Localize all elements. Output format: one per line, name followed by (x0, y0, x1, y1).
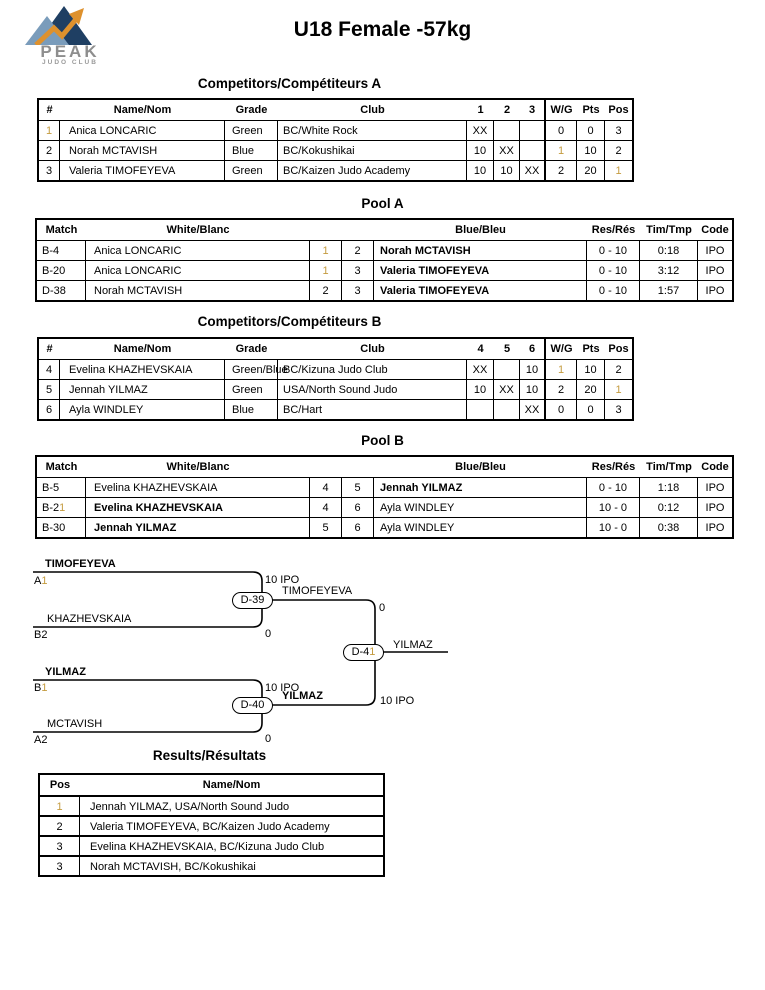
cell-num: 1 (39, 120, 60, 140)
cell-m2 (494, 399, 520, 419)
cell-match: B-30 (37, 517, 86, 537)
competitors-a-table (37, 98, 634, 182)
bracket-competitor-name: MCTAVISH (47, 718, 103, 730)
bracket-match-node: D-40 (232, 697, 273, 714)
cell-res: 10 - 0 (587, 497, 640, 517)
cell-white-num: 4 (310, 497, 342, 517)
cell-m3 (520, 140, 544, 160)
cell-name: Valeria TIMOFEYEVA (60, 160, 225, 180)
cell-name: Evelina KHAZHEVSKAIA, BC/Kizuna Judo Club (80, 835, 383, 855)
cell-wg: 1 (544, 140, 577, 160)
col-m1: 1 (477, 104, 484, 116)
cell-pos: 1 (605, 379, 632, 399)
cell-m2: XX (494, 379, 520, 399)
cell-num: 4 (39, 359, 60, 379)
cell-grade: Blue (225, 399, 278, 419)
col-wg: W/G (544, 339, 577, 359)
cell-code: IPO (698, 280, 732, 300)
results-heading: Results/Résultats (152, 748, 267, 763)
cell-m2: XX (494, 140, 520, 160)
cell-m2 (494, 359, 520, 379)
col-name: Name/Nom (113, 104, 172, 116)
cell-name: Norah MCTAVISH, BC/Kokushikai (80, 855, 383, 875)
cell-m3: 10 (520, 359, 544, 379)
cell-wg: 2 (544, 160, 577, 180)
cell-club: BC/Hart (278, 399, 467, 419)
cell-name: Norah MCTAVISH (60, 140, 225, 160)
col-res: Res/Rés (591, 461, 636, 473)
cell-blue-num: 3 (342, 280, 374, 300)
cell-club: BC/White Rock (278, 120, 467, 140)
col-grade: Grade (235, 343, 268, 355)
cell-pts: 0 (577, 399, 605, 419)
col-white-num (310, 457, 342, 477)
col-res: Res/Rés (591, 224, 636, 236)
col-white: White/Blanc (166, 224, 230, 236)
col-match: Match (45, 224, 78, 236)
col-name: Name/Nom (202, 779, 261, 791)
col-pos: Pos (49, 779, 71, 791)
cell-match: B-20 (37, 260, 86, 280)
col-pos: Pos (608, 343, 629, 355)
pool-b-table (35, 455, 734, 539)
pool-a-heading: Pool A (361, 196, 404, 211)
col-m3: 6 (528, 343, 536, 355)
cell-num: 5 (39, 379, 60, 399)
cell-pts: 10 (577, 140, 605, 160)
cell-white-num: 5 (310, 517, 342, 537)
cell-wg: 0 (544, 399, 577, 419)
col-name: Name/Nom (113, 343, 172, 355)
cell-pos: 2 (605, 359, 632, 379)
col-blue: Blue/Bleu (455, 461, 506, 473)
cell-code: IPO (698, 240, 732, 260)
col-m2: 2 (503, 104, 511, 116)
cell-tim: 0:18 (640, 240, 698, 260)
cell-pos: 3 (605, 399, 632, 419)
bracket-seed: B2 (34, 629, 48, 641)
cell-pts: 20 (577, 160, 605, 180)
cell-white: Evelina KHAZHEVSKAIA (86, 477, 310, 497)
bracket-match-node: D-41 (343, 644, 384, 661)
cell-pos: 3 (40, 855, 80, 875)
cell-blue-num: 2 (342, 240, 374, 260)
pool-b-heading: Pool B (361, 433, 404, 448)
cell-name: Evelina KHAZHEVSKAIA (60, 359, 225, 379)
cell-name: Valeria TIMOFEYEVA, BC/Kaizen Judo Academy (80, 815, 383, 835)
col-num: # (46, 104, 53, 116)
cell-name: Ayla WINDLEY (60, 399, 225, 419)
cell-res: 0 - 10 (587, 477, 640, 497)
col-blue-num (342, 220, 374, 240)
col-wg: W/G (544, 100, 577, 120)
bracket-score: 0 (379, 602, 386, 614)
cell-white: Evelina KHAZHEVSKAIA (86, 497, 310, 517)
cell-club: BC/Kizuna Judo Club (278, 359, 467, 379)
col-num: # (46, 343, 53, 355)
cell-m1: 10 (467, 160, 494, 180)
cell-wg: 1 (544, 359, 577, 379)
col-blue-num (342, 457, 374, 477)
col-blue: Blue/Bleu (455, 224, 506, 236)
cell-white: Jennah YILMAZ (86, 517, 310, 537)
cell-m1: 10 (467, 379, 494, 399)
bracket-competitor-name: KHAZHEVSKAIA (47, 613, 132, 625)
cell-code: IPO (698, 477, 732, 497)
col-white-num (310, 220, 342, 240)
cell-wg: 2 (544, 379, 577, 399)
bracket-score: 10 IPO (265, 574, 300, 586)
cell-pts: 20 (577, 379, 605, 399)
col-tim: Tim/Tmp (646, 224, 692, 236)
cell-res: 0 - 10 (587, 260, 640, 280)
bracket-score: 10 IPO (380, 695, 415, 707)
col-m2: 5 (503, 343, 511, 355)
cell-white: Anica LONCARIC (86, 240, 310, 260)
cell-white: Norah MCTAVISH (86, 280, 310, 300)
cell-match: B-4 (37, 240, 86, 260)
cell-pts: 0 (577, 120, 605, 140)
cell-m2 (494, 120, 520, 140)
cell-blue-num: 6 (342, 517, 374, 537)
bracket-score: 0 (265, 628, 272, 640)
cell-blue-num: 5 (342, 477, 374, 497)
cell-pos: 3 (605, 120, 632, 140)
competitors-a-heading: Competitors/Compétiteurs A (197, 76, 382, 91)
cell-blue-num: 6 (342, 497, 374, 517)
cell-grade: Green (225, 379, 278, 399)
cell-club: BC/Kokushikai (278, 140, 467, 160)
cell-grade: Blue (225, 140, 278, 160)
cell-pos: 2 (605, 140, 632, 160)
col-grade: Grade (235, 104, 268, 116)
col-code: Code (701, 461, 729, 473)
logo-subtitle-text: JUDO CLUB (42, 59, 98, 66)
bracket-seed: A2 (34, 734, 48, 746)
results-table (38, 773, 385, 877)
cell-pos: 1 (605, 160, 632, 180)
cell-tim: 1:18 (640, 477, 698, 497)
cell-white-num: 1 (310, 260, 342, 280)
cell-name: Anica LONCARIC (60, 120, 225, 140)
cell-blue: Valeria TIMOFEYEVA (374, 280, 587, 300)
cell-blue: Norah MCTAVISH (374, 240, 587, 260)
cell-white-num: 4 (310, 477, 342, 497)
bracket-match-node: D-39 (232, 592, 273, 609)
cell-m1: 10 (467, 140, 494, 160)
cell-wg: 0 (544, 120, 577, 140)
col-tim: Tim/Tmp (646, 461, 692, 473)
bracket-champion-name: YILMAZ (393, 639, 433, 651)
cell-m2: 10 (494, 160, 520, 180)
cell-res: 0 - 10 (587, 240, 640, 260)
bracket-score: 10 IPO (265, 682, 300, 694)
bracket-competitor-name: YILMAZ (45, 666, 86, 678)
cell-pos: 2 (40, 815, 80, 835)
cell-tim: 0:12 (640, 497, 698, 517)
bracket-winner-name: YILMAZ (282, 690, 323, 702)
col-club: Club (360, 104, 385, 116)
cell-m3: XX (520, 399, 544, 419)
cell-num: 3 (39, 160, 60, 180)
cell-blue: Jennah YILMAZ (374, 477, 587, 497)
cell-club: USA/North Sound Judo (278, 379, 467, 399)
cell-white-num: 1 (310, 240, 342, 260)
cell-grade: Green (225, 160, 278, 180)
cell-name: Jennah YILMAZ, USA/North Sound Judo (80, 795, 383, 815)
cell-pos: 3 (40, 835, 80, 855)
cell-pts: 10 (577, 359, 605, 379)
cell-white: Anica LONCARIC (86, 260, 310, 280)
cell-name: Jennah YILMAZ (60, 379, 225, 399)
cell-m1 (467, 399, 494, 419)
cell-grade: Green (225, 120, 278, 140)
logo-brand-text: PEAK (40, 42, 100, 61)
cell-blue-num: 3 (342, 260, 374, 280)
cell-m1: XX (467, 120, 494, 140)
cell-club: BC/Kaizen Judo Academy (278, 160, 467, 180)
cell-tim: 3:12 (640, 260, 698, 280)
cell-match: B-21 (37, 497, 86, 517)
cell-res: 0 - 10 (587, 280, 640, 300)
cell-code: IPO (698, 517, 732, 537)
pool-a-table (35, 218, 734, 302)
competitors-b-table (37, 337, 634, 421)
cell-code: IPO (698, 260, 732, 280)
cell-pos: 1 (40, 795, 80, 815)
cell-tim: 1:57 (640, 280, 698, 300)
cell-blue: Ayla WINDLEY (374, 517, 587, 537)
cell-blue: Valeria TIMOFEYEVA (374, 260, 587, 280)
col-pts: Pts (582, 104, 600, 116)
page-title: U18 Female -57kg (293, 18, 472, 41)
bracket-seed: B1 (34, 682, 48, 694)
col-pos: Pos (608, 104, 629, 116)
col-m1: 4 (477, 343, 484, 355)
cell-num: 2 (39, 140, 60, 160)
col-pts: Pts (582, 343, 600, 355)
cell-white-num: 2 (310, 280, 342, 300)
cell-num: 6 (39, 399, 60, 419)
bracket-winner-name: TIMOFEYEVA (282, 585, 353, 597)
col-match: Match (45, 461, 78, 473)
bracket-score: 0 (265, 733, 272, 745)
cell-code: IPO (698, 497, 732, 517)
col-white: White/Blanc (166, 461, 230, 473)
competitors-b-heading: Competitors/Compétiteurs B (197, 314, 382, 329)
cell-res: 10 - 0 (587, 517, 640, 537)
bracket-seed: A1 (34, 575, 48, 587)
col-m3: 3 (528, 104, 536, 116)
col-club: Club (360, 343, 385, 355)
bracket-competitor-name: TIMOFEYEVA (45, 558, 116, 570)
cell-match: D-38 (37, 280, 86, 300)
cell-m3: 10 (520, 379, 544, 399)
cell-m3: XX (520, 160, 544, 180)
cell-m1: XX (467, 359, 494, 379)
cell-tim: 0:38 (640, 517, 698, 537)
cell-match: B-5 (37, 477, 86, 497)
cell-grade: Green/Blue (225, 359, 278, 379)
cell-m3 (520, 120, 544, 140)
cell-blue: Ayla WINDLEY (374, 497, 587, 517)
col-code: Code (701, 224, 729, 236)
